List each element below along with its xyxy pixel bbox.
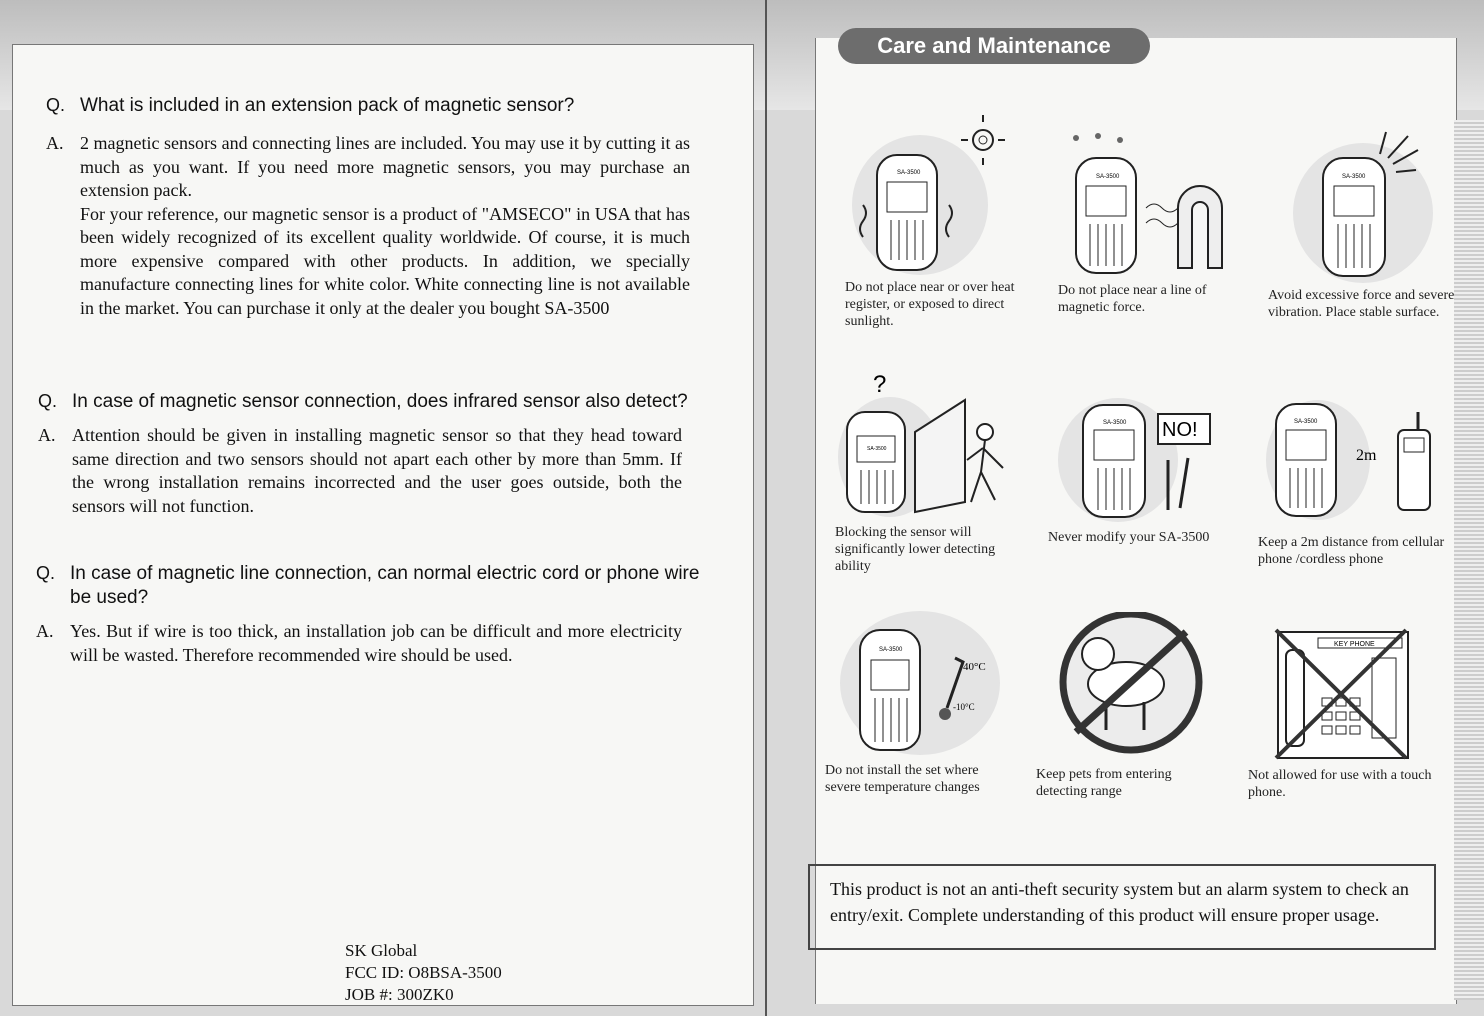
- answer-2: [38, 424, 682, 518]
- notice-box: [808, 864, 1436, 950]
- sensor-magnet-illustration: [1058, 128, 1248, 278]
- answer-3: [36, 620, 682, 667]
- no-pets-illustration: [1036, 612, 1226, 762]
- svg-text:SA-3500: SA-3500: [1103, 420, 1127, 426]
- answer-text: Yes. But if wire is too thick, an installation job can be difficult and more electricity will be wasted. Therefore recommended wire should be used.: [70, 621, 682, 665]
- notice-text: This product is not an anti-theft security system but an alarm system to check an entry/exit. Complete understanding of this product will ensure proper usage.: [830, 879, 1409, 925]
- sensor-vibration-illustration: [1268, 128, 1458, 283]
- no-touch-phone-illustration: [1248, 628, 1418, 763]
- tip-caption: Not allowed for use with a touch phone.: [1248, 768, 1432, 800]
- answer-text: Attention should be given in installing magnetic sensor so that they head toward same direction and two sensors should not apart each other by more than 5mm. If the wrong installation remains incorrected and the user goes outside, both the sensors will not function.: [72, 425, 682, 516]
- svg-text:-10°C: -10°C: [953, 702, 975, 712]
- sensor-modify-illustration: [1048, 380, 1238, 525]
- question-text: In case of magnetic sensor connection, does infrared sensor also detect?: [72, 391, 688, 412]
- stamp-fcc-id: FCC ID: O8BSA-3500: [345, 963, 502, 982]
- svg-text:SA-3500: SA-3500: [1342, 174, 1366, 180]
- answer-text: 2 magnetic sensors and connecting lines are included. You may use it by cutting it as much as you want. If you need more magnetic sensors, you may purchase an extension pack.: [80, 133, 690, 200]
- section-title: Care and Maintenance: [838, 28, 1150, 64]
- tip-distance: [1258, 390, 1448, 568]
- svg-text:NO!: NO!: [1162, 419, 1198, 441]
- tip-caption: Never modify your SA-3500: [1048, 530, 1210, 545]
- question-1: [46, 94, 700, 118]
- svg-text:SA-3500: SA-3500: [879, 647, 903, 653]
- scan-edge: [1454, 120, 1484, 1000]
- svg-text:SA-3500: SA-3500: [867, 446, 887, 452]
- tip-caption: Do not place near a line of magnetic force.: [1058, 283, 1207, 315]
- tip-caption: Keep a 2m distance from cellular phone /cordless phone: [1258, 535, 1445, 567]
- tip-temperature: [825, 608, 1015, 796]
- fcc-stamp: [345, 940, 502, 1006]
- svg-text:40°C: 40°C: [963, 661, 986, 673]
- tip-caption: Blocking the sensor will significantly lower detecting ability: [835, 525, 996, 574]
- tip-pets: [1036, 612, 1226, 800]
- sensor-blocking-illustration: [835, 372, 1025, 520]
- tip-caption: Avoid excessive force and severe vibration. Place stable surface.: [1268, 288, 1455, 320]
- a-mark: A.: [36, 621, 54, 641]
- sensor-temperature-illustration: [825, 608, 1015, 758]
- tip-blocking: [835, 372, 1025, 575]
- question-2: [38, 390, 702, 414]
- a-mark: A.: [38, 425, 56, 445]
- a-mark: A.: [46, 133, 64, 153]
- q-mark: Q.: [36, 563, 56, 583]
- tip-caption: Keep pets from entering detecting range: [1036, 767, 1172, 799]
- tip-vibration: [1268, 128, 1458, 321]
- question-text: What is included in an extension pack of magnetic sensor?: [80, 95, 575, 116]
- q-mark: Q.: [46, 95, 66, 115]
- tip-caption: Do not place near or over heat register, or exposed to direct sunlight.: [845, 280, 1015, 329]
- sensor-distance-illustration: [1258, 390, 1458, 530]
- tip-heat: [845, 110, 1035, 330]
- sensor-heat-illustration: [845, 110, 1025, 275]
- svg-text:SA-3500: SA-3500: [897, 170, 921, 176]
- question-text: In case of magnetic line connection, can normal electric cord or phone wire be used?: [70, 563, 700, 608]
- tip-touch-phone: [1248, 628, 1438, 801]
- svg-text:SA-3500: SA-3500: [1294, 419, 1318, 425]
- tip-modify: [1048, 380, 1238, 546]
- svg-text:SA-3500: SA-3500: [1096, 174, 1120, 180]
- tip-caption: Do not install the set where severe temperature changes: [825, 763, 980, 795]
- answer-text-2: For your reference, our magnetic sensor is a product of "AMSECO" in USA that has been widely recognized of its excellent quality worldwide. Of course, it is much more expensive compared with other products. In addition, we specially manufacture connecting lines for white color. White connecting line is not available in the market. You can purchase it only at the dealer you bought SA-3500: [80, 203, 690, 318]
- page-gutter: [765, 0, 767, 1016]
- tip-magnet: [1058, 128, 1248, 316]
- svg-text:KEY PHONE: KEY PHONE: [1334, 641, 1375, 648]
- stamp-job: JOB #: 300ZK0: [345, 985, 454, 1004]
- answer-1: [46, 132, 690, 320]
- q-mark: Q.: [38, 391, 58, 411]
- svg-text:2m: 2m: [1356, 447, 1377, 464]
- stamp-company: SK Global: [345, 941, 418, 960]
- question-3: [36, 562, 700, 609]
- svg-text:?: ?: [873, 372, 887, 398]
